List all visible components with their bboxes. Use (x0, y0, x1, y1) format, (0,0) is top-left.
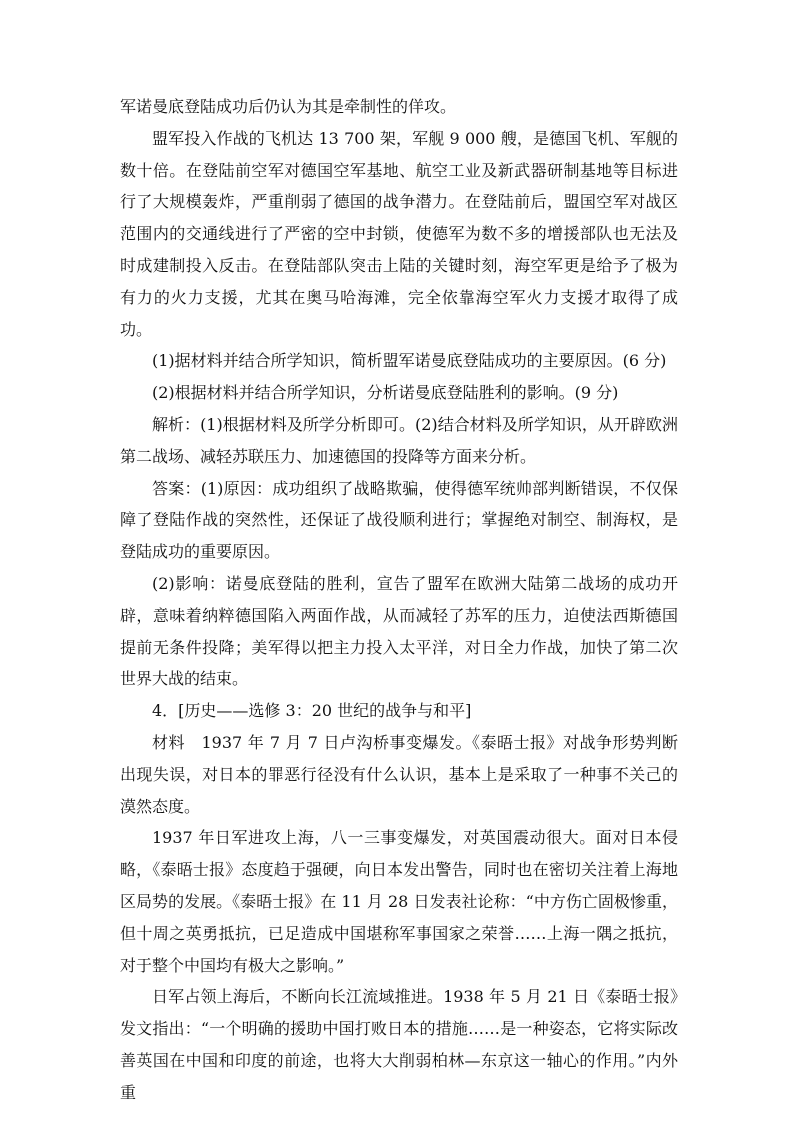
answer-paragraph-1: 答案：(1)原因：成功组织了战略欺骗，使得德军统帅部判断错误，不仅保障了登陆作战的突然性，还保证了战役顺利进行；掌握绝对制空、制海权，是登陆成功的重要原因。 (120, 478, 678, 562)
material-paragraph-2: 1937 年日军进攻上海，八一三事变爆发，对英国震动很大。面对日本侵略，《泰晤士报》态度趋于强硬，向日本发出警告，同时也在密切关注着上海地区局势的发展。《泰晤士报》在 11 月 28 日发表社论称：“中方伤亡固极惨重，但十周之英勇抵抗，已足造成中国堪称军事国家之荣誉……上海一隅之抵抗，对于整个中国均有极大之影响。” (120, 828, 678, 975)
answer-paragraph-2: (2)影响：诺曼底登陆的胜利，宣告了盟军在欧洲大陆第二战场的成功开辟，意味着纳粹德国陷入两面作战，从而减轻了苏军的压力，迫使法西斯德国提前无条件投降；美军得以把主力投入太平洋，对日全力作战，加快了第二次世界大战的结束。 (120, 573, 678, 689)
question-2: (2)根据材料并结合所学知识，分析诺曼底登陆胜利的影响。(9 分) (152, 383, 619, 403)
paragraph-allied-forces: 盟军投入作战的飞机达 13 700 架，军舰 9 000 艘，是德国飞机、军舰的数十倍。在登陆前空军对德国空军基地、航空工业及新武器研制基地等目标进行了大规模轰炸，严重削弱了德国的战争潜力。在登陆前后，盟国空军对战区范围内的交通线进行了严密的空中封锁，使德军为数不多的增援部队也无法及时成建制投入反击。在登陆部队突击上陆的关键时刻，海空军更是给予了极为有力的火力支援，尤其在奥马哈海滩，完全依靠海空军火力支援才取得了成功。 (120, 128, 678, 339)
document-page (120, 91, 678, 1109)
paragraph-continuation: 军诺曼底登陆成功后仍认为其是牵制性的佯攻。 (120, 97, 457, 116)
question-1: (1)据材料并结合所学知识，简析盟军诺曼底登陆成功的主要原因。(6 分) (152, 351, 667, 371)
material-paragraph-1: 材料 1937 年 7 月 7 日卢沟桥事变爆发。《泰晤士报》对战争形势判断出现失误，对日本的罪恶行径没有什么认识，基本上是采取了一种事不关己的漠然态度。 (120, 732, 678, 816)
material-paragraph-3: 日军占领上海后，不断向长江流域推进。1938 年 5 月 21 日《泰晤士报》发文指出：“一个明确的援助中国打败日本的措施……是一种姿态，它将实际改善英国在中国和印度的前途，也将大大削弱柏林—东京这一轴心的作用。”内外重 (120, 987, 678, 1102)
analysis-paragraph: 解析：(1)根据材料及所学分析即可。(2)结合材料及所学知识，从开辟欧洲第二战场、减轻苏联压力、加速德国的投降等方面来分析。 (120, 414, 678, 466)
question-4-heading: 4．[历史——选修 3：20 世纪的战争与和平] (152, 701, 472, 721)
